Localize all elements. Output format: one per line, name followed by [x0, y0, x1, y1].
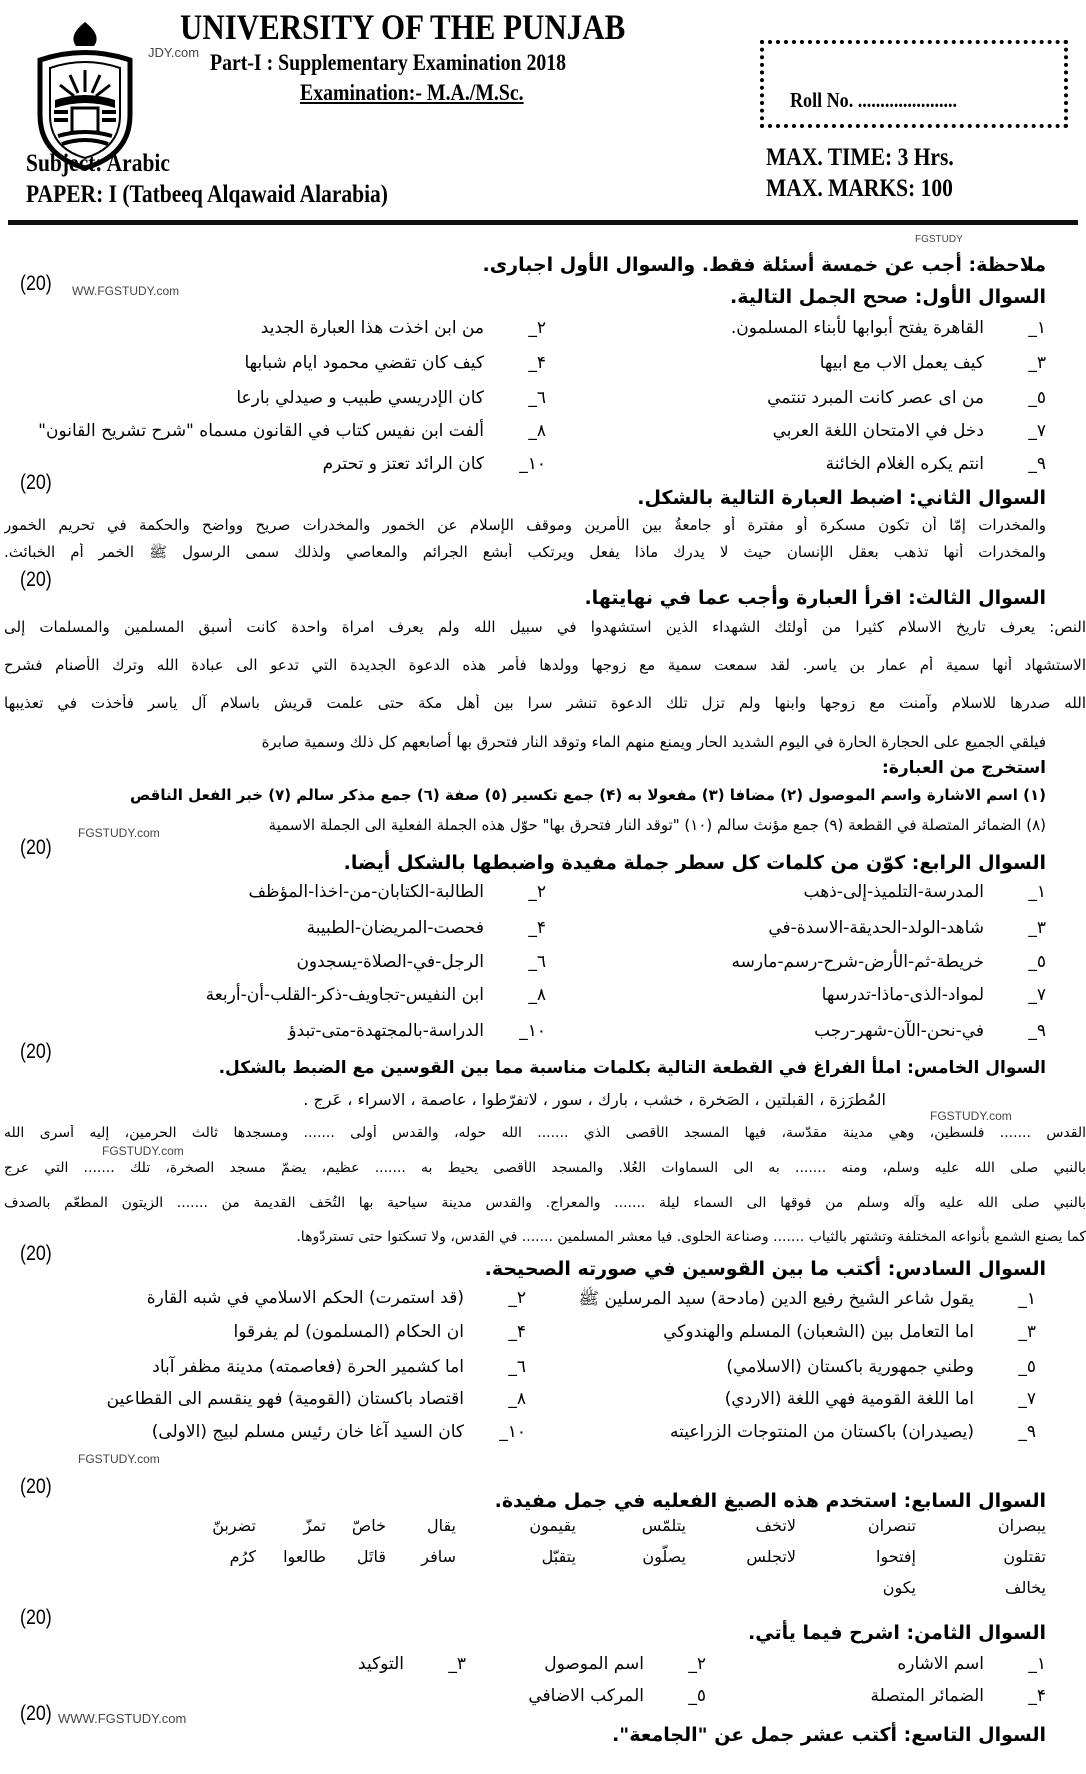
item-number: ٢_ — [508, 1288, 526, 1308]
max-time: MAX. TIME: 3 Hrs. — [766, 144, 954, 171]
watermark: FGSTUDY.com — [78, 826, 160, 840]
item-text: كان السيد آغا خان رئيس مسلم لبيج (الاولى) — [151, 1422, 464, 1442]
item-number: ٧_ — [1018, 1389, 1036, 1409]
q6-item — [152, 1357, 526, 1377]
q6-item — [663, 1322, 1036, 1342]
item-number: ٨_ — [528, 985, 546, 1005]
item-text: دخل في الامتحان اللغة العربي — [772, 421, 984, 441]
question-marks: (20) — [20, 1040, 52, 1063]
item-number: ١٠_ — [519, 1021, 546, 1041]
q7-verb: يتقبّل — [541, 1547, 576, 1566]
item-text: فحصت-المريضان-الطبيبة — [306, 918, 484, 938]
item-number: ١_ — [1028, 1654, 1046, 1674]
examination-type: Examination:- M.A./M.Sc. — [300, 80, 524, 105]
q3-passage-line: فيلقي الجميع على الحجارة الحارة في اليوم الشديد الحار ويمنع منهم الماء وتوقد النار فتحرق بها أصابعهم كل ذلك وسمية صابرة — [261, 733, 1046, 751]
item-text: في-نحن-الآن-شهر-رجب — [814, 1021, 984, 1041]
exam-part: Part-I : Supplementary Examination 2018 — [210, 50, 567, 75]
item-text: (يصيدران) باكستان من المنتوجات الزراعيته — [669, 1422, 974, 1442]
item-text: القاهرة يفتح أبوابها لأبناء المسلمون. — [730, 318, 984, 338]
watermark: WW.FGSTUDY.com — [72, 284, 180, 298]
q8-heading: السوال الثامن: اشرح فيما يأتي. — [748, 1622, 1046, 1644]
q7-verb: تمزّ — [303, 1516, 326, 1535]
item-number: ١٠_ — [499, 1422, 526, 1442]
q1-item — [236, 388, 546, 408]
item-number: ٥_ — [688, 1686, 706, 1706]
q6-item — [152, 1422, 526, 1442]
q1-item — [773, 421, 1046, 441]
q9-heading: السوال التاسع: أكتب عشر جمل عن "الجامعة". — [612, 1724, 1046, 1746]
item-text: كيف كان تقضي محمود ايام شبابها — [244, 353, 484, 373]
q1-item — [244, 353, 546, 373]
item-number: ٥_ — [1028, 952, 1046, 972]
q7-heading: السوال السابع: استخدم هذه الصيغ الفعليه في جمل مفيدة. — [494, 1490, 1046, 1512]
q6-item — [107, 1389, 526, 1409]
item-text: كان الإدريسي طبيب و صيدلي بارعا — [236, 388, 484, 408]
q7-verb: يقيمون — [529, 1516, 576, 1535]
q1-heading: السوال الأول: صحح الجمل التالية. — [730, 286, 1046, 308]
roll-number-field[interactable]: Roll No. ...................... — [790, 88, 958, 112]
question-marks: (20) — [20, 1606, 52, 1629]
item-number: ١_ — [1018, 1289, 1036, 1309]
watermark: FGSTUDY.com — [930, 1109, 1012, 1123]
item-text: ألفت ابن نفيس كتاب في القانون مسماه "شرح تشريح القانون" — [38, 421, 484, 441]
q7-verb: تضربنّ — [212, 1516, 256, 1535]
q4-item — [307, 918, 546, 938]
q4-heading: السوال الرابع: كوّن من كلمات كل سطر جملة مفيدة واضبطها بالشكل أيضا. — [343, 852, 1046, 874]
item-number: ۴_ — [508, 1322, 526, 1342]
q7-verb: قاتَل — [356, 1547, 386, 1566]
item-number: ٩_ — [1028, 1021, 1046, 1041]
q7-verb: يكون — [882, 1578, 916, 1597]
q1-item — [767, 388, 1046, 408]
item-text: خريطة-ثم-الأرض-شرح-رسم-مارسه — [731, 952, 984, 972]
q4-item — [296, 952, 546, 972]
item-text: لمواد-الذى-ماذا-تدرسها — [821, 985, 984, 1005]
item-text: من ابن اخذت هذا العبارة الجديد — [260, 318, 484, 338]
q1-item — [38, 421, 546, 441]
q7-verb: سافر — [421, 1547, 456, 1566]
item-text: اما اللغة القومية فهي اللغة (الاردي) — [724, 1389, 974, 1409]
item-number: ٣_ — [1018, 1322, 1036, 1342]
item-number: ٢_ — [688, 1654, 706, 1674]
item-text: يقول شاعر الشيخ رفيع الدين (مادحة) سيد المرسلين ﷺ — [578, 1289, 974, 1309]
item-text: المركب الاضافي — [528, 1686, 644, 1706]
q4-item — [206, 985, 546, 1005]
item-text: (قد استمرت) الحكم الاسلامي في شبه القارة — [146, 1288, 464, 1308]
q5-text-line: كما يصنع الشمع بأنواعه المختلفة وتشتهر بالثياب ....... وصناعة الحلوى. فيا معشر المسلمين ....... في القدس، ولا تسكتوا حتى تستردّوها. — [296, 1229, 1086, 1245]
q7-verb: يصلّون — [642, 1547, 686, 1566]
q8-item — [544, 1654, 706, 1674]
q7-verb: يخالف — [1004, 1578, 1046, 1597]
q3-extract-label: استخرج من العبارة: — [882, 758, 1046, 778]
item-number: ٣_ — [1028, 918, 1046, 938]
q7-verb: طالعوا — [283, 1547, 326, 1566]
q4-item — [288, 1021, 546, 1041]
instructions-note: ملاحظة: أجب عن خمسة أسئلة فقط. والسوال الأول اجبارى. — [482, 254, 1046, 276]
q8-item — [870, 1686, 1046, 1706]
q6-item — [670, 1422, 1036, 1442]
item-number: ٨_ — [528, 421, 546, 441]
q7-verb: كرُم — [229, 1547, 256, 1566]
max-marks: MAX. MARKS: 100 — [766, 175, 953, 202]
q2-text-line: والمخدرات إمّا أن تكون مسكرة أو مفترة أو جامعةُ بين الأمرين وموقف الإسلام عن الخمور والمخدرات صريح وواضح والحكمة في تحريم الخمور — [4, 516, 1046, 534]
question-marks: (20) — [20, 836, 52, 859]
question-marks: (20) — [20, 1702, 52, 1725]
item-number: ۴_ — [528, 918, 546, 938]
q7-verb: لاتجلس — [746, 1547, 796, 1566]
item-text: اما التعامل بين (الشعبان) المسلم والهندوكي — [663, 1322, 974, 1342]
watermark: FGSTUDY — [915, 234, 963, 245]
q1-item — [731, 318, 1046, 338]
question-marks: (20) — [20, 272, 52, 295]
university-title: UNIVERSITY OF THE PUNJAB — [180, 7, 626, 47]
university-logo — [30, 20, 140, 170]
item-text: كان الرائد تعتز و تحترم — [322, 454, 484, 474]
q3-heading: السوال الثالث: اقرأ العبارة وأجب عما في نهايتها. — [584, 587, 1046, 609]
q7-verb: لاتخف — [755, 1516, 796, 1535]
item-number: ١_ — [1028, 882, 1046, 902]
question-marks: (20) — [20, 471, 52, 494]
item-number: ٢_ — [528, 882, 546, 902]
q2-heading: السوال الثاني: اضبط العبارة التالية بالشكل. — [637, 487, 1046, 509]
watermark: JDY.com — [148, 45, 200, 60]
q4-item — [732, 952, 1046, 972]
item-number: ٦_ — [528, 388, 546, 408]
q5-text-line: القدس ....... فلسطين، وهي مدينة مقدّسة، فيها المسجد الأقصى الّذي ....... الله حوله، والقدس أُولى ....... ومسجدها ثالث الحرمين، إليه أسرى الله — [4, 1125, 1086, 1141]
q3-passage-line: النص: يعرف تاريخ الاسلام كثيرا من أولئك الشهداء الذين استشهدوا في سبيل الله ولم يعرف امراة واحدة كانت أسبق المسلمين والمسلمات إلى — [4, 618, 1086, 636]
q5-text-line: بالنبي صلى الله عليه وسلم، ومنه ....... به الى السماوات العُلا. والمسجد الأقصى يحيط به ....... عظيم، يضمّ مسجد الصخرة، تلك ....... التي عرج — [4, 1160, 1086, 1176]
item-text: الدراسة-بالمجتهدة-متى-تبدؤ — [288, 1021, 484, 1041]
item-number: ٣_ — [1028, 353, 1046, 373]
item-number: ١_ — [1028, 318, 1046, 338]
item-text: الرجل-في-الصلاة-يسجدون — [296, 952, 484, 972]
item-number: ٧_ — [1028, 985, 1046, 1005]
q7-verb: إفتحوا — [876, 1547, 916, 1566]
item-text: اما كشمير الحرة (فعاصمته) مدينة مظفر آباد — [152, 1357, 464, 1377]
q8-item — [897, 1654, 1046, 1674]
q6-item — [233, 1322, 526, 1342]
q1-item — [826, 454, 1046, 474]
item-text: الضمائر المتصلة — [870, 1686, 984, 1706]
q7-verb: تنصران — [867, 1516, 916, 1535]
item-number: ٧_ — [1028, 421, 1046, 441]
q6-item — [579, 1288, 1036, 1313]
item-number: ٦_ — [528, 952, 546, 972]
header-divider — [8, 220, 1078, 225]
q4-item — [768, 918, 1046, 938]
q7-verb: تقتلون — [1003, 1547, 1046, 1566]
q7-verb: خاصّ — [351, 1516, 386, 1535]
watermark: WWW.FGSTUDY.com — [58, 1711, 187, 1726]
item-text: كيف يعمل الاب مع ابيها — [819, 353, 984, 373]
item-text: اسم الاشاره — [897, 1654, 984, 1674]
item-number: ۴_ — [528, 353, 546, 373]
item-number: ٢_ — [528, 318, 546, 338]
item-number: ٨_ — [508, 1389, 526, 1409]
q5-word-bank: المُطرَزة ، القبلتين ، الصَخرة ، خشب ، بارك ، سور ، لاتفرّطوا ، عاصمة ، الاسراء ، عَرج . — [303, 1090, 886, 1109]
item-number: ٩_ — [1028, 454, 1046, 474]
item-text: الطالبة-الكتابان-من-اخذا-المؤظف — [248, 882, 484, 902]
item-number: ٩_ — [1018, 1422, 1036, 1442]
q7-verb: يقال — [426, 1516, 456, 1535]
q7-verb: يبصران — [997, 1516, 1046, 1535]
q3-passage-line: الله صدرها للاسلام وآمنت مع زوجها وابنها ولم تزل تلك الدعوة تنشر سرا بين أهل مكة حتى علمت قريش باسلام آل ياسر فأخذت في تعذيبها — [4, 694, 1086, 712]
item-text: انتم يكره الغلام الخائنة — [825, 454, 984, 474]
item-text: شاهد-الولد-الحديقة-الاسدة-في — [768, 918, 984, 938]
item-number: ٣_ — [448, 1654, 466, 1674]
q1-item — [820, 353, 1046, 373]
q3-extract-items: (٨) الضمائر المتصلة في القطعة (٩) جمع مؤنث سالم (١٠) "توقد النار فتحرق بها" حوّل هذه الجملة الفعلية الى الجملة الاسمية — [268, 816, 1046, 834]
q8-item — [528, 1686, 706, 1706]
q6-heading: السوال السادس: أكتب ما بين القوسين في صورته الصحيحة. — [484, 1258, 1046, 1280]
q6-item — [725, 1389, 1036, 1409]
q1-item — [261, 318, 546, 338]
item-text: المدرسة-التلميذ-إلى-ذهب — [803, 882, 984, 902]
item-number: ٥_ — [1028, 388, 1046, 408]
item-text: اقتصاد باكستان (القومية) فهو ينقسم الى القطاعين — [106, 1389, 464, 1409]
q4-item — [814, 1021, 1046, 1041]
item-text: من اى عصر كانت المبرد تنتمي — [767, 388, 984, 408]
q2-text-line: والمخدرات أنها تذهب بعقل الإنسان حيث لا يدرك ماذا يفعل ويرتكب أبشع الجرائم والمعاصي ولذلك سمى الرسول ﷺ الخمر أم الخبائث. — [4, 543, 1046, 561]
q5-heading: السوال الخامس: املأ الفراغ في القطعة التالية بكلمات مناسبة مما بين القوسين مع الضبط بالشكل. — [218, 1058, 1046, 1078]
item-text: اسم الموصول — [544, 1654, 644, 1674]
question-marks: (20) — [20, 1475, 52, 1498]
subject: Subject: Arabic — [26, 150, 170, 177]
q3-passage-line: الاستشهاد أنها سمية أم عمار بن ياسر. لقد سمعت سمية مع زوجها وولدها فأمر هذه الدعوة الجديدة التي تدعو الى عبادة الله وترك الأصنام فشرح — [4, 656, 1086, 674]
item-number: ٥_ — [1018, 1357, 1036, 1377]
item-number: ۴_ — [1028, 1686, 1046, 1706]
question-marks: (20) — [20, 568, 52, 591]
item-number: ٦_ — [508, 1357, 526, 1377]
q4-item — [248, 882, 546, 902]
item-text: ابن النفيس-تجاويف-ذكر-القلب-أن-أربعة — [205, 985, 484, 1005]
q6-item — [147, 1288, 526, 1308]
q7-verb: يتلمّس — [641, 1516, 686, 1535]
watermark: FGSTUDY.com — [78, 1452, 160, 1466]
q4-item — [822, 985, 1046, 1005]
item-text: التوكيد — [358, 1654, 404, 1674]
paper-title: PAPER: I (Tatbeeq Alqawaid Alarabia) — [26, 181, 388, 208]
q5-text-line: بالنبي صلى الله عليه وآله وسلم من فوقها الى السماء ليلة ....... والمعراج. والقدس مدينة سياحية بها التُحَف القديمة من ....... الزيتون المطعّم بالصدف — [4, 1195, 1086, 1211]
item-text: وطني جمهورية باكستان (الاسلامي) — [726, 1357, 974, 1377]
item-number: ١٠_ — [519, 454, 546, 474]
roll-number-box — [760, 40, 1068, 128]
q4-item — [804, 882, 1046, 902]
q6-item — [726, 1357, 1036, 1377]
q3-extract-items: (١) اسم الاشارة واسم الموصول (٢) مضافا (٣) مفعولا به (۴) جمع تكسير (٥) صفة (٦) جمع مذكر سالم (٧) خبر الفعل الناقص — [130, 786, 1046, 804]
question-marks: (20) — [20, 1242, 52, 1265]
q8-item — [358, 1654, 466, 1674]
item-text: ان الحكام (المسلمون) لم يفرقوا — [233, 1322, 464, 1342]
watermark: FGSTUDY.com — [102, 1144, 184, 1158]
q1-item — [323, 454, 546, 474]
